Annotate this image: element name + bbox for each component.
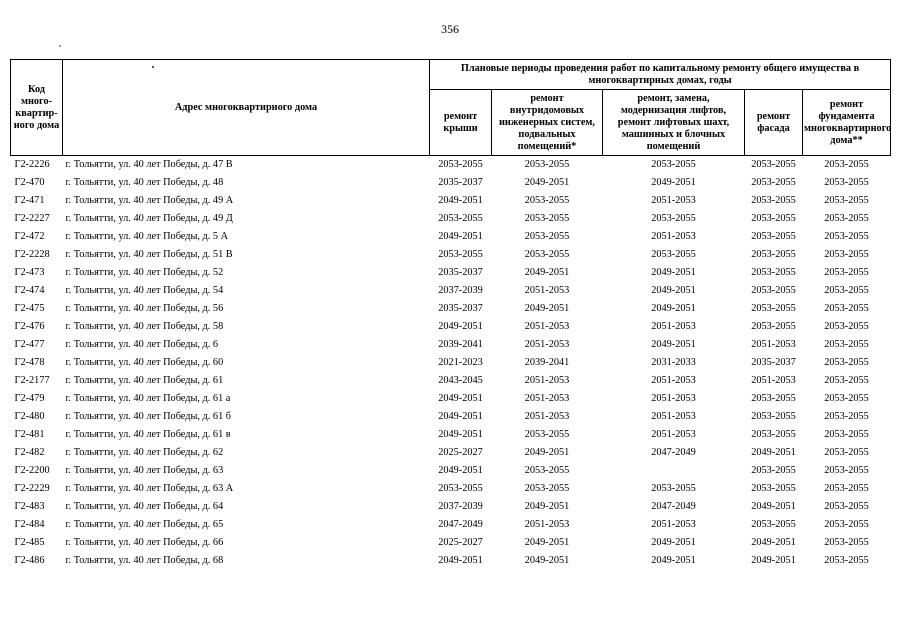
table-row xyxy=(11,480,891,498)
table-row xyxy=(11,210,891,228)
cell-code: Г2-474 xyxy=(14,285,45,296)
cell-lifts: 2049-2051 xyxy=(651,555,696,566)
cell-facade: 2053-2055 xyxy=(751,429,796,440)
cell-address: г. Тольятти, ул. 40 лет Победы, д. 64 xyxy=(65,501,224,512)
cell-facade: 2053-2055 xyxy=(751,285,796,296)
header-roof: ремонт крыши xyxy=(430,90,492,156)
cell-systems: 2051-2053 xyxy=(524,375,570,386)
cell-facade: 2053-2055 xyxy=(751,393,796,404)
cell-foundation: 2053-2055 xyxy=(824,375,869,386)
cell-lifts: 2051-2053 xyxy=(651,519,696,530)
cell-address: г. Тольятти, ул. 40 лет Победы, д. 63 xyxy=(65,465,224,476)
page-number: 356 xyxy=(441,22,459,36)
header-systems: ремонт внутридомовых инженерных систем, подвальных помещений* xyxy=(492,90,603,156)
header-address: Адрес многоквартирного дома xyxy=(63,60,430,156)
cell-systems: 2053-2055 xyxy=(524,213,570,224)
table-row xyxy=(11,246,891,264)
cell-foundation: 2053-2055 xyxy=(824,177,869,188)
cell-roof: 2035-2037 xyxy=(438,267,483,278)
cell-facade: 2053-2055 xyxy=(751,519,796,530)
cell-code: Г2-471 xyxy=(14,195,45,206)
table-row xyxy=(11,426,891,444)
cell-address: г. Тольятти, ул. 40 лет Победы, д. 49 Д xyxy=(65,213,233,224)
cell-address: г. Тольятти, ул. 40 лет Победы, д. 66 xyxy=(65,537,224,548)
table-row xyxy=(11,300,891,318)
cell-systems: 2053-2055 xyxy=(524,195,570,206)
cell-lifts: 2049-2051 xyxy=(651,177,696,188)
header-facade: ремонт фасада xyxy=(745,90,803,156)
table-body xyxy=(11,156,891,571)
cell-roof: 2049-2051 xyxy=(438,195,483,206)
cell-foundation: 2053-2055 xyxy=(824,483,869,494)
cell-foundation: 2053-2055 xyxy=(824,303,869,314)
cell-lifts xyxy=(603,462,745,480)
cell-address: г. Тольятти, ул. 40 лет Победы, д. 6 xyxy=(65,339,219,350)
cell-code: Г2-2228 xyxy=(14,249,50,260)
cell-address: г. Тольятти, ул. 40 лет Победы, д. 58 xyxy=(65,321,224,332)
scan-speck xyxy=(59,45,61,47)
cell-lifts: 2051-2053 xyxy=(651,321,696,332)
cell-roof: 2049-2051 xyxy=(438,465,483,476)
cell-foundation: 2053-2055 xyxy=(824,267,869,278)
cell-lifts: 2049-2051 xyxy=(651,537,696,548)
table-row xyxy=(11,192,891,210)
cell-roof: 2049-2051 xyxy=(438,429,483,440)
table-row xyxy=(11,336,891,354)
table-row xyxy=(11,264,891,282)
cell-roof: 2037-2039 xyxy=(438,285,483,296)
table-row xyxy=(11,354,891,372)
cell-code: Г2-485 xyxy=(14,537,45,548)
cell-code: Г2-475 xyxy=(14,303,45,314)
header-lifts: ремонт, замена, модернизация лифтов, ремонт лифтовых шахт, машинных и блочных помещений xyxy=(603,90,745,156)
cell-address: г. Тольятти, ул. 40 лет Победы, д. 47 В xyxy=(65,159,233,170)
cell-foundation: 2053-2055 xyxy=(824,555,869,566)
cell-foundation: 2053-2055 xyxy=(824,501,869,512)
cell-roof: 2047-2049 xyxy=(438,519,483,530)
cell-code: Г2-481 xyxy=(14,429,45,440)
table-row xyxy=(11,174,891,192)
cell-facade: 2053-2055 xyxy=(751,231,796,242)
cell-address: г. Тольятти, ул. 40 лет Победы, д. 61 б xyxy=(65,411,232,422)
cell-code: Г2-473 xyxy=(14,267,45,278)
cell-roof: 2053-2055 xyxy=(438,159,483,170)
cell-systems: 2049-2051 xyxy=(524,303,570,314)
cell-foundation: 2053-2055 xyxy=(824,393,869,404)
cell-facade: 2053-2055 xyxy=(751,159,796,170)
cell-lifts: 2051-2053 xyxy=(651,231,696,242)
cell-code: Г2-2177 xyxy=(14,375,50,386)
cell-facade: 2053-2055 xyxy=(751,267,796,278)
header-foundation: ремонт фундамента многоквартирного дома** xyxy=(803,90,891,156)
cell-code: Г2-482 xyxy=(14,447,45,458)
header-periods: Плановые периоды проведения работ по капитальному ремонту общего имущества в многоквартирных домах, годы xyxy=(430,60,891,90)
table-row xyxy=(11,390,891,408)
cell-foundation: 2053-2055 xyxy=(824,339,869,350)
cell-systems: 2049-2051 xyxy=(524,537,570,548)
cell-systems: 2051-2053 xyxy=(524,339,570,350)
cell-roof: 2037-2039 xyxy=(438,501,483,512)
cell-systems: 2053-2055 xyxy=(524,483,570,494)
table-row xyxy=(11,534,891,552)
cell-facade: 2051-2053 xyxy=(751,375,796,386)
cell-foundation: 2053-2055 xyxy=(824,465,869,476)
cell-foundation: 2053-2055 xyxy=(824,537,869,548)
table-row xyxy=(11,498,891,516)
cell-foundation: 2053-2055 xyxy=(824,321,869,332)
cell-foundation: 2053-2055 xyxy=(824,213,869,224)
cell-foundation: 2053-2055 xyxy=(824,249,869,260)
cell-code: Г2-476 xyxy=(14,321,45,332)
cell-lifts: 2049-2051 xyxy=(651,267,696,278)
cell-code: Г2-480 xyxy=(14,411,45,422)
table-row xyxy=(11,228,891,246)
cell-lifts: 2051-2053 xyxy=(651,195,696,206)
cell-foundation: 2053-2055 xyxy=(824,231,869,242)
cell-facade: 2049-2051 xyxy=(751,537,796,548)
table-row xyxy=(11,282,891,300)
cell-lifts: 2051-2053 xyxy=(651,411,696,422)
cell-systems: 2051-2053 xyxy=(524,519,570,530)
cell-roof: 2049-2051 xyxy=(438,411,483,422)
cell-systems: 2051-2053 xyxy=(524,393,570,404)
cell-address: г. Тольятти, ул. 40 лет Победы, д. 48 xyxy=(65,177,224,188)
cell-lifts: 2049-2051 xyxy=(651,303,696,314)
cell-roof: 2049-2051 xyxy=(438,555,483,566)
cell-address: г. Тольятти, ул. 40 лет Победы, д. 61 в xyxy=(65,429,231,440)
cell-systems: 2051-2053 xyxy=(524,285,570,296)
cell-roof: 2043-2045 xyxy=(438,375,483,386)
cell-lifts: 2047-2049 xyxy=(651,501,696,512)
cell-facade: 2053-2055 xyxy=(751,195,796,206)
cell-facade: 2035-2037 xyxy=(751,357,796,368)
cell-foundation: 2053-2055 xyxy=(824,411,869,422)
cell-code: Г2-2226 xyxy=(14,159,50,170)
cell-facade: 2049-2051 xyxy=(751,501,796,512)
cell-facade: 2053-2055 xyxy=(751,213,796,224)
cell-address: г. Тольятти, ул. 40 лет Победы, д. 52 xyxy=(65,267,224,278)
cell-roof: 2035-2037 xyxy=(438,303,483,314)
cell-facade: 2051-2053 xyxy=(751,339,796,350)
cell-address: г. Тольятти, ул. 40 лет Победы, д. 60 xyxy=(65,357,224,368)
cell-code: Г2-483 xyxy=(14,501,45,512)
cell-lifts: 2051-2053 xyxy=(651,429,696,440)
table-row xyxy=(11,318,891,336)
cell-facade: 2053-2055 xyxy=(751,321,796,332)
cell-address: г. Тольятти, ул. 40 лет Победы, д. 62 xyxy=(65,447,224,458)
cell-code: Г2-478 xyxy=(14,357,45,368)
cell-systems: 2049-2051 xyxy=(524,447,570,458)
cell-roof: 2049-2051 xyxy=(438,231,483,242)
cell-lifts: 2053-2055 xyxy=(651,483,696,494)
cell-foundation: 2053-2055 xyxy=(824,429,869,440)
cell-systems: 2053-2055 xyxy=(524,231,570,242)
cell-facade: 2053-2055 xyxy=(751,465,796,476)
cell-address: г. Тольятти, ул. 40 лет Победы, д. 51 В xyxy=(65,249,233,260)
cell-address: г. Тольятти, ул. 40 лет Победы, д. 68 xyxy=(65,555,224,566)
cell-foundation: 2053-2055 xyxy=(824,447,869,458)
cell-foundation: 2053-2055 xyxy=(824,159,869,170)
cell-address: г. Тольятти, ул. 40 лет Победы, д. 49 А xyxy=(65,195,234,206)
cell-systems: 2053-2055 xyxy=(524,429,570,440)
cell-lifts: 2049-2051 xyxy=(651,285,696,296)
cell-code: Г2-2227 xyxy=(14,213,50,224)
cell-roof: 2049-2051 xyxy=(438,321,483,332)
cell-lifts: 2051-2053 xyxy=(651,375,696,386)
cell-facade: 2053-2055 xyxy=(751,303,796,314)
cell-systems: 2053-2055 xyxy=(524,159,570,170)
cell-roof: 2049-2051 xyxy=(438,393,483,404)
table-row xyxy=(11,444,891,462)
cell-systems: 2049-2051 xyxy=(524,267,570,278)
cell-roof: 2053-2055 xyxy=(438,483,483,494)
cell-address: г. Тольятти, ул. 40 лет Победы, д. 63 А xyxy=(65,483,234,494)
cell-systems: 2039-2041 xyxy=(524,357,570,368)
table-row xyxy=(11,408,891,426)
cell-systems: 2049-2051 xyxy=(524,501,570,512)
cell-roof: 2021-2023 xyxy=(438,357,483,368)
table-row xyxy=(11,372,891,390)
cell-address: г. Тольятти, ул. 40 лет Победы, д. 65 xyxy=(65,519,224,530)
cell-foundation: 2053-2055 xyxy=(824,357,869,368)
capital-repair-table xyxy=(10,59,891,570)
cell-facade: 2053-2055 xyxy=(751,177,796,188)
cell-systems: 2053-2055 xyxy=(524,465,570,476)
cell-code: Г2-484 xyxy=(14,519,45,530)
table-row xyxy=(11,552,891,570)
cell-lifts: 2053-2055 xyxy=(651,213,696,224)
cell-address: г. Тольятти, ул. 40 лет Победы, д. 56 xyxy=(65,303,224,314)
cell-code: Г2-2229 xyxy=(14,483,50,494)
header-code: Код много-квартир-ного дома xyxy=(11,60,63,156)
cell-lifts: 2031-2033 xyxy=(651,357,696,368)
cell-systems: 2051-2053 xyxy=(524,411,570,422)
cell-lifts: 2053-2055 xyxy=(651,159,696,170)
cell-lifts: 2047-2049 xyxy=(651,447,696,458)
table-row xyxy=(11,462,891,480)
cell-systems: 2049-2051 xyxy=(524,177,570,188)
cell-systems: 2049-2051 xyxy=(524,555,570,566)
cell-address: г. Тольятти, ул. 40 лет Победы, д. 5 А xyxy=(65,231,229,242)
cell-code: Г2-2200 xyxy=(14,465,50,476)
cell-lifts: 2051-2053 xyxy=(651,393,696,404)
cell-code: Г2-479 xyxy=(14,393,45,404)
cell-foundation: 2053-2055 xyxy=(824,519,869,530)
cell-roof: 2025-2027 xyxy=(438,537,483,548)
table-row xyxy=(11,156,891,175)
cell-code: Г2-470 xyxy=(14,177,45,188)
cell-roof: 2053-2055 xyxy=(438,213,483,224)
cell-facade: 2053-2055 xyxy=(751,483,796,494)
cell-systems: 2053-2055 xyxy=(524,249,570,260)
cell-code: Г2-472 xyxy=(14,231,45,242)
cell-roof: 2053-2055 xyxy=(438,249,483,260)
cell-code: Г2-486 xyxy=(14,555,45,566)
cell-foundation: 2053-2055 xyxy=(824,195,869,206)
cell-facade: 2053-2055 xyxy=(751,411,796,422)
table-row xyxy=(11,516,891,534)
cell-code: Г2-477 xyxy=(14,339,45,350)
cell-facade: 2053-2055 xyxy=(751,249,796,260)
cell-address: г. Тольятти, ул. 40 лет Победы, д. 61 xyxy=(65,375,224,386)
cell-address: г. Тольятти, ул. 40 лет Победы, д. 54 xyxy=(65,285,224,296)
cell-roof: 2039-2041 xyxy=(438,339,483,350)
cell-facade: 2049-2051 xyxy=(751,555,796,566)
cell-roof: 2025-2027 xyxy=(438,447,483,458)
cell-roof: 2035-2037 xyxy=(438,177,483,188)
cell-lifts: 2049-2051 xyxy=(651,339,696,350)
cell-lifts: 2053-2055 xyxy=(651,249,696,260)
cell-foundation: 2053-2055 xyxy=(824,285,869,296)
cell-systems: 2051-2053 xyxy=(524,321,570,332)
cell-address: г. Тольятти, ул. 40 лет Победы, д. 61 а xyxy=(65,393,231,404)
cell-facade: 2049-2051 xyxy=(751,447,796,458)
